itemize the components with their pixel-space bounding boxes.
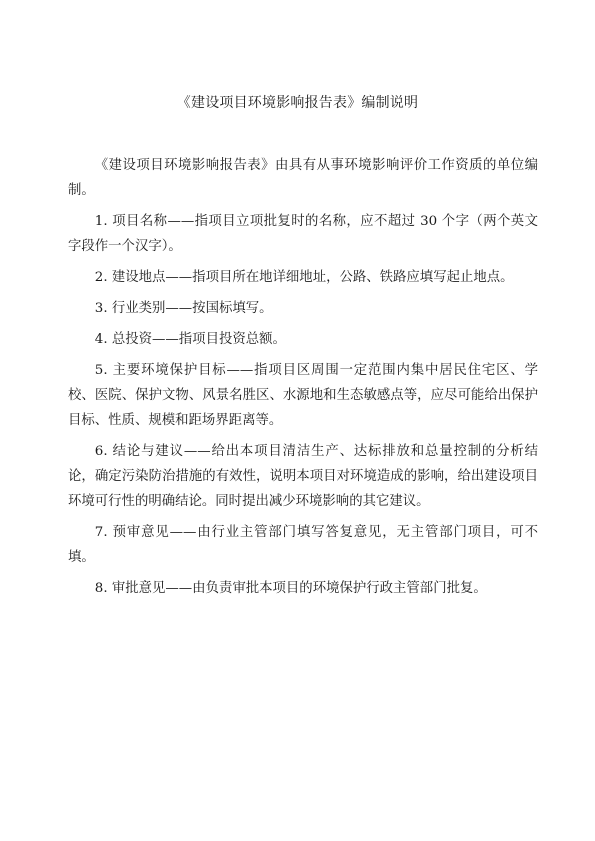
document-title: 《建设项目环境影响报告表》编制说明	[176, 95, 419, 111]
document-body	[68, 153, 538, 607]
item-industry-category: 3. 行业类别——按国标填写。	[94, 301, 273, 316]
item-conclusions: 6. 结论与建议——给出本项目清洁生产、达标排放和总量控制的分析结论，确定污染防治措施的有效性，说明本项目对环境造成的影响，给出建设项目环境可行性的明确结论。同时提出减少环境影响的其它建议。	[68, 444, 538, 509]
intro-paragraph: 《建设项目环境影响报告表》由具有从事环境影响评价工作资质的单位编制。	[68, 158, 538, 198]
item-approval: 8. 审批意见——由负责审批本项目的环境保护行政主管部门批复。	[94, 581, 487, 596]
item-project-name: 1. 项目名称——指项目立项批复时的名称，应不超过 30 个字（两个英文字段作一个汉字）。	[68, 214, 538, 254]
item-pre-review: 7. 预审意见——由行业主管部门填写答复意见，无主管部门项目，可不填。	[68, 525, 538, 565]
item-total-investment: 4. 总投资——指项目投资总额。	[94, 332, 286, 347]
item-construction-site: 2. 建设地点——指项目所在地详细地址，公路、铁路应填写起止地点。	[94, 270, 514, 285]
item-protection-targets: 5. 主要环境保护目标——指项目区周围一定范围内集中居民住宅区、学校、医院、保护文物、风景名胜区、水源地和生态敏感点等，应尽可能给出保护目标、性质、规模和距场界距离等。	[68, 363, 538, 428]
